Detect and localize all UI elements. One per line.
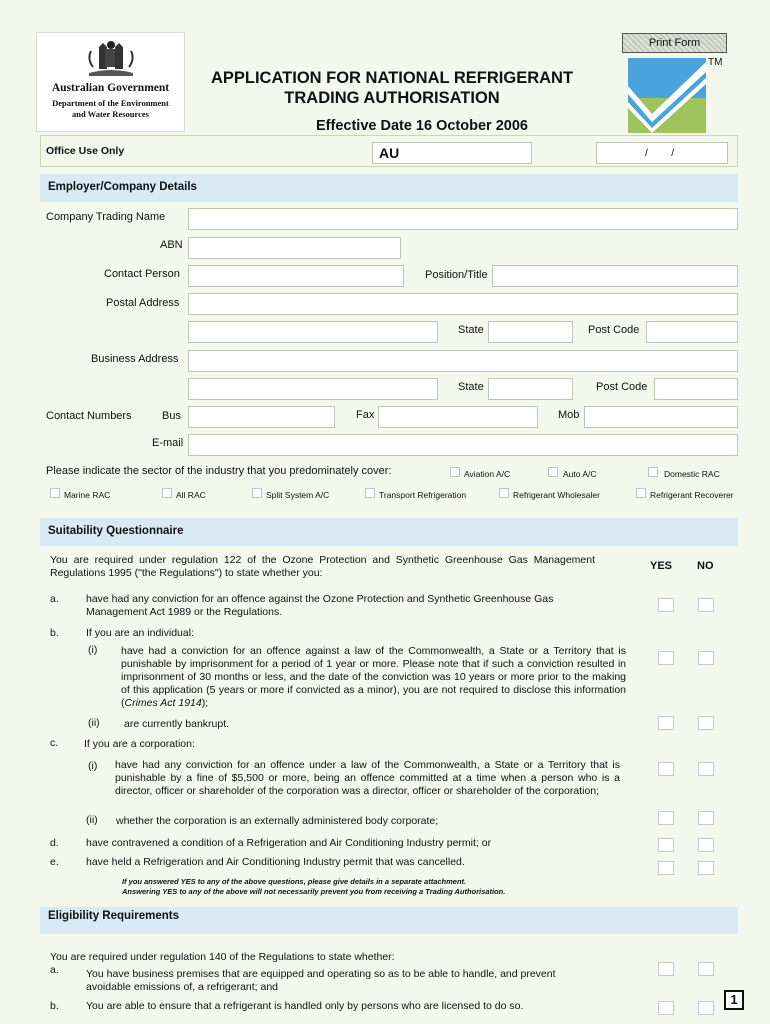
business-address-label: Business Address (91, 353, 179, 365)
print-form-button[interactable]: Print Form (622, 33, 727, 53)
bus-phone-input[interactable] (188, 406, 335, 428)
question-c2-no-checkbox[interactable] (698, 811, 714, 825)
eligibility-section-header (40, 907, 738, 934)
question-e-no-checkbox[interactable] (698, 861, 714, 875)
eligibility-a-yes-checkbox[interactable] (658, 962, 674, 976)
coat-of-arms-icon (85, 39, 137, 79)
government-name: Australian Government (51, 82, 170, 94)
company-trading-name-label: Company Trading Name (46, 211, 166, 223)
yes-column-header: YES (650, 560, 673, 572)
postal-state-input[interactable] (488, 321, 573, 343)
question-d-text: have contravened a condition of a Refrigeration and Air Conditioning Industry permit; or (86, 837, 492, 849)
no-column-header: NO (697, 560, 714, 572)
email-label: E-mail (152, 437, 184, 449)
question-d-yes-checkbox[interactable] (658, 838, 674, 852)
eligibility-heading: Eligibility Requirements (48, 910, 179, 922)
sector-checkbox-aviation[interactable] (450, 467, 460, 477)
sector-checkbox-transport[interactable] (365, 488, 375, 498)
contact-person-label: Contact Person (104, 268, 180, 280)
mobile-input[interactable] (584, 406, 738, 428)
employer-section-header (40, 174, 738, 202)
sector-checkbox-marine[interactable] (50, 488, 60, 498)
eligibility-b-text: You are able to ensure that a refrigerant is handled only by persons who are licensed to do so. (86, 1000, 524, 1012)
business-post-code-input[interactable] (654, 378, 738, 400)
question-a-letter: a. (50, 593, 59, 605)
postal-post-code-label: Post Code (588, 324, 640, 336)
business-address-line2-input[interactable] (188, 378, 438, 400)
eligibility-b-letter: b. (50, 1000, 59, 1012)
sector-checkbox-recoverer[interactable] (636, 488, 646, 498)
postal-post-code-input[interactable] (646, 321, 738, 343)
question-b2-text: are currently bankrupt. (124, 718, 230, 730)
eligibility-b-yes-checkbox[interactable] (658, 1001, 674, 1015)
question-a-no-checkbox[interactable] (698, 598, 714, 612)
employer-heading: Employer/Company Details (48, 181, 197, 193)
postal-state-label: State (458, 324, 484, 336)
eligibility-a-letter: a. (50, 964, 59, 976)
abn-label: ABN (160, 239, 183, 251)
fax-input[interactable] (378, 406, 538, 428)
sector-checkbox-wholesaler[interactable] (499, 488, 509, 498)
question-e-letter: e. (50, 856, 59, 868)
sector-label-aviation: Aviation A/C (464, 469, 511, 479)
question-d-no-checkbox[interactable] (698, 838, 714, 852)
eligibility-a-text: You have business premises that are equipped and operating so as to be able to handle, and prevent avoidable emissions of, a refrigerant; and (86, 968, 556, 993)
contact-person-input[interactable] (188, 265, 404, 287)
question-b-text: If you are an individual: (86, 627, 194, 639)
eligibility-a-no-checkbox[interactable] (698, 962, 714, 976)
sector-label-marine: Marine RAC (64, 490, 111, 500)
business-state-label: State (458, 381, 484, 393)
question-e-text: have held a Refrigeration and Air Conditioning Industry permit that was cancelled. (86, 856, 465, 868)
question-c1-yes-checkbox[interactable] (658, 762, 674, 776)
eligibility-b-no-checkbox[interactable] (698, 1001, 714, 1015)
business-address-input[interactable] (188, 350, 738, 372)
au-prefix: AU (379, 145, 400, 161)
contact-numbers-label: Contact Numbers (46, 410, 132, 422)
question-c2-number: (ii) (86, 814, 98, 826)
bus-label: Bus (162, 410, 181, 422)
question-e-yes-checkbox[interactable] (658, 861, 674, 875)
suitability-heading: Suitability Questionnaire (48, 525, 184, 537)
sector-checkbox-all-rac[interactable] (162, 488, 172, 498)
suitability-intro: You are required under regulation 122 of the Ozone Protection and Synthetic Greenhouse Gas Management Regulations 1995 ("the Regulations") to state whether you: (50, 554, 595, 579)
question-b2-yes-checkbox[interactable] (658, 716, 674, 730)
question-c-text: If you are a corporation: (84, 738, 195, 750)
question-b1-body: have had a conviction for an offence against a law of the Commonwealth, a State or a Territory that is punishable by imprisonment for a period of 1 year or more. Please note that if such a conviction resulted in imprisonment of 30 months or less, and the date of the conviction was 10 years or more prior to the making of this application (5 years or more if convicted as a minor), you are not required to disclose this information ( (121, 645, 626, 709)
question-b-letter: b. (50, 627, 59, 639)
au-number-field[interactable] (372, 142, 532, 164)
question-a-text: have had any conviction for an offence against the Ozone Protection and Synthetic Greenhouse Gas Management Act 1989 or the Regulations. (86, 593, 554, 618)
question-b2-number: (ii) (88, 717, 100, 729)
sector-prompt: Please indicate the sector of the industry that you predominately cover: (46, 465, 392, 477)
postal-address-label: Postal Address (106, 297, 180, 309)
date-separators: / / (645, 147, 675, 159)
trademark-label: TM (708, 57, 723, 68)
government-logo-block (36, 32, 185, 132)
email-input[interactable] (188, 434, 738, 456)
fax-label: Fax (356, 409, 375, 421)
effective-date: Effective Date 16 October 2006 (316, 118, 528, 134)
sector-checkbox-split-system[interactable] (252, 488, 262, 498)
position-title-input[interactable] (492, 265, 738, 287)
mob-label: Mob (558, 409, 580, 421)
sector-label-split-system: Split System A/C (266, 490, 330, 500)
question-c2-text: whether the corporation is an externally administered body corporate; (116, 815, 439, 827)
position-title-label: Position/Title (425, 269, 488, 281)
question-c1-text: have had any conviction for an offence under a law of the Commonwealth, a State or a Territory that is punishable by a fine of $5,500 or more, being an offence committed at a time when a person who is a director, officer or shareholder of the corporation was a director, officer or shareholder of the corporation; (115, 759, 620, 797)
sector-label-auto: Auto A/C (563, 469, 597, 479)
question-c1-number: (i) (88, 760, 98, 772)
sector-label-wholesaler: Refrigerant Wholesaler (513, 490, 600, 500)
sector-checkbox-domestic[interactable] (648, 467, 658, 477)
office-use-label: Office Use Only (46, 145, 125, 157)
postal-address-input[interactable] (188, 293, 738, 315)
form-title: APPLICATION FOR NATIONAL REFRIGERANT TRADING AUTHORISATION (210, 69, 574, 107)
sector-label-transport: Transport Refrigeration (379, 490, 467, 500)
crimes-act-reference: Crimes Act 1914 (124, 697, 202, 709)
question-a-yes-checkbox[interactable] (658, 598, 674, 612)
question-b1-end: ); (201, 697, 209, 709)
office-date-field[interactable] (596, 142, 728, 164)
postal-address-line2-input[interactable] (188, 321, 438, 343)
company-trading-name-input[interactable] (188, 208, 738, 230)
business-post-code-label: Post Code (596, 381, 648, 393)
sector-label-domestic: Domestic RAC (664, 469, 720, 479)
question-b1-number: (i) (88, 644, 98, 656)
question-c-letter: c. (50, 737, 59, 749)
question-b2-no-checkbox[interactable] (698, 716, 714, 730)
question-b1-yes-checkbox[interactable] (658, 651, 674, 665)
yes-answer-disclaimer: Answering YES to any of the above will not necessarily prevent you from receiving a Trading Authorisation. (122, 887, 506, 896)
department-name: Department of the Environment and Water Resources (52, 98, 169, 119)
business-state-input[interactable] (488, 378, 573, 400)
question-b1-no-checkbox[interactable] (698, 651, 714, 665)
question-d-letter: d. (50, 837, 59, 849)
sector-label-recoverer: Refrigerant Recoverer (650, 490, 734, 500)
yes-answer-note: If you answered YES to any of the above questions, please give details in a separate attachment. (122, 877, 467, 886)
sector-label-all-rac: All RAC (176, 490, 206, 500)
question-b1-text (121, 645, 626, 710)
suitability-section-header (40, 518, 738, 546)
question-c2-yes-checkbox[interactable] (658, 811, 674, 825)
checkmark-logo-icon (628, 58, 706, 133)
question-c1-no-checkbox[interactable] (698, 762, 714, 776)
sector-checkbox-auto[interactable] (548, 467, 558, 477)
abn-input[interactable] (188, 237, 401, 259)
eligibility-intro: You are required under regulation 140 of the Regulations to state whether: (50, 951, 395, 963)
page-number: 1 (724, 990, 744, 1010)
